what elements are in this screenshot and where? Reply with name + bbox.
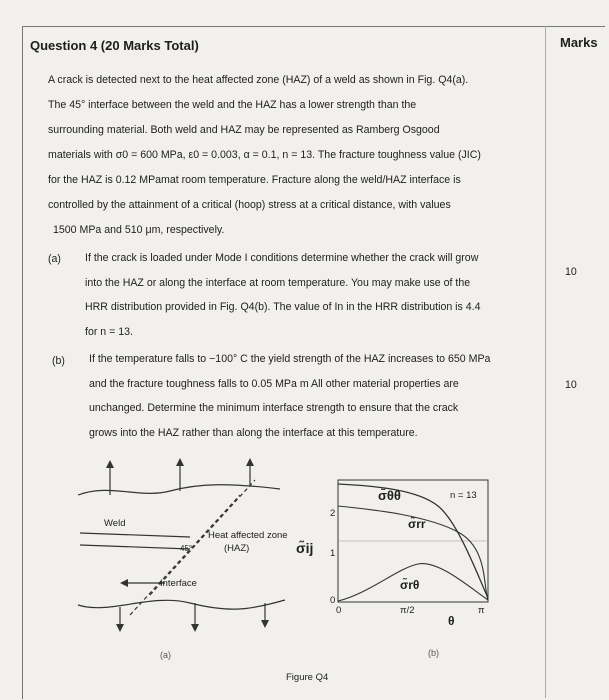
y-tick-1: 1 — [330, 548, 336, 559]
question-title: Question 4 (20 Marks Total) — [30, 38, 199, 53]
part-b-label: (b) — [52, 355, 65, 367]
arrowhead — [116, 624, 124, 632]
arrowhead — [191, 624, 199, 632]
arrowhead — [106, 460, 114, 468]
figure-a-diagram — [70, 455, 300, 655]
weld-line-bottom — [80, 545, 190, 549]
part-a-marks: 10 — [565, 266, 577, 278]
intro-line: surrounding material. Both weld and HAZ may be represented as Ramberg Osgood — [48, 124, 440, 136]
arrowhead — [261, 620, 269, 628]
part-a-line: for n = 13. — [85, 325, 133, 338]
y-tick-2: 2 — [330, 508, 336, 519]
interface-dashed-line — [130, 495, 240, 615]
part-b-line: and the fracture toughness falls to 0.05 MPa m All other material properties are — [89, 377, 459, 390]
arrowhead — [176, 458, 184, 466]
haz-abbrev-label: (HAZ) — [224, 543, 250, 554]
intro-line: materials with σ0 = 600 MPa, ε0 = 0.003, α = 0.1, n = 13. The fracture toughness value (JIC) — [48, 149, 481, 161]
figure-a-sublabel: (a) — [160, 650, 171, 660]
figure-caption: Figure Q4 — [286, 672, 329, 683]
weld-line-top — [80, 533, 190, 537]
arrowhead — [120, 579, 128, 587]
intro-paragraph — [48, 68, 544, 243]
part-b-text — [89, 347, 544, 445]
figure-b-sublabel: (b) — [428, 648, 439, 658]
part-b-marks: 10 — [565, 379, 577, 391]
part-a-text — [85, 246, 540, 344]
marks-column-divider — [545, 26, 546, 698]
part-a-line: If the crack is loaded under Mode I conditions determine whether the crack will grow — [85, 252, 479, 264]
interface-label: Interface — [160, 578, 197, 589]
curve-label-r-theta: σ̃rθ — [400, 578, 420, 592]
arrowhead — [246, 458, 254, 466]
marks-heading: Marks — [560, 35, 598, 50]
angle-label: 45° — [180, 544, 193, 553]
x-tick-pi-half: π/2 — [400, 605, 415, 616]
part-a-line: into the HAZ or along the interface at room temperature. You may make use of the — [85, 276, 471, 289]
intro-line: controlled by the attainment of a critical (hoop) stress at a critical distance, with values — [48, 199, 451, 211]
y-axis-label: σ̃ij — [296, 540, 314, 556]
haz-label: Heat affected zone — [208, 530, 288, 541]
part-a-line: HRR distribution provided in Fig. Q4(b). The value of In in the HRR distribution is 4.4 — [85, 301, 481, 313]
part-b-line: grows into the HAZ rather than along the interface at this temperature. — [89, 426, 418, 439]
bottom-boundary — [78, 600, 285, 609]
part-b-line: unchanged. Determine the minimum interface strength to ensure that the crack — [89, 402, 459, 414]
x-tick-pi: π — [478, 605, 485, 616]
intro-line: 1500 MPa and 510 μm, respectively. — [53, 224, 225, 236]
weld-label: Weld — [104, 518, 126, 529]
intro-line: for the HAZ is 0.12 MPamat room temperature. Fracture along the weld/HAZ interface is — [48, 174, 461, 186]
part-b-line: If the temperature falls to −100° C the yield strength of the HAZ increases to 650 MPa — [89, 353, 491, 365]
part-a-label: (a) — [48, 253, 61, 265]
y-tick-0: 0 — [330, 595, 336, 606]
curve-label-theta-theta: σ̃θθ — [378, 488, 401, 503]
intro-line: The 45° interface between the weld and the HAZ has a lower strength than the — [48, 99, 417, 111]
x-axis-label: θ — [448, 614, 455, 628]
x-tick-0: 0 — [336, 605, 342, 616]
intro-line: A crack is detected next to the heat affected zone (HAZ) of a weld as shown in Fig. Q4(a). — [48, 74, 469, 86]
curve-label-rr: σ̃rr — [408, 517, 426, 531]
n-label: n = 13 — [450, 490, 477, 501]
